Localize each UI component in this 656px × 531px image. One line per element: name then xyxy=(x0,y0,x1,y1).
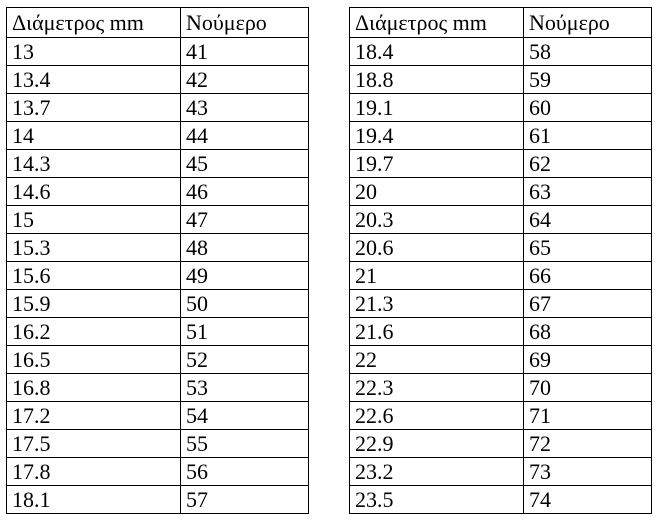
diameter-cell: 21.3 xyxy=(350,290,524,318)
table-row xyxy=(350,486,652,514)
diameter-cell: 13.7 xyxy=(7,94,181,122)
number-cell: 56 xyxy=(181,458,309,486)
number-cell: 63 xyxy=(524,178,652,206)
number-cell: 64 xyxy=(524,206,652,234)
table-row xyxy=(350,318,652,346)
table-row xyxy=(7,150,309,178)
diameter-cell: 17.5 xyxy=(7,430,181,458)
table-row xyxy=(7,38,309,66)
diameter-cell: 14 xyxy=(7,122,181,150)
table-row xyxy=(350,38,652,66)
number-cell: 58 xyxy=(524,38,652,66)
diameter-cell: 17.2 xyxy=(7,402,181,430)
header-diameter: Διάμετρος mm xyxy=(350,8,524,38)
table-row xyxy=(350,430,652,458)
diameter-cell: 18.1 xyxy=(7,486,181,514)
number-cell: 43 xyxy=(181,94,309,122)
header-number: Νούμερο xyxy=(524,8,652,38)
diameter-cell: 22 xyxy=(350,346,524,374)
table-row xyxy=(7,458,309,486)
number-cell: 66 xyxy=(524,262,652,290)
table-row xyxy=(7,94,309,122)
table-row xyxy=(350,346,652,374)
number-cell: 41 xyxy=(181,38,309,66)
diameter-cell: 16.5 xyxy=(7,346,181,374)
number-cell: 53 xyxy=(181,374,309,402)
number-cell: 51 xyxy=(181,318,309,346)
table-header-row xyxy=(7,8,309,38)
diameter-cell: 18.4 xyxy=(350,38,524,66)
number-cell: 62 xyxy=(524,150,652,178)
table-row xyxy=(7,346,309,374)
table-body xyxy=(350,38,652,514)
number-cell: 65 xyxy=(524,234,652,262)
table-row xyxy=(350,206,652,234)
diameter-cell: 19.1 xyxy=(350,94,524,122)
header-number: Νούμερο xyxy=(181,8,309,38)
diameter-cell: 15.3 xyxy=(7,234,181,262)
diameter-cell: 14.6 xyxy=(7,178,181,206)
number-cell: 70 xyxy=(524,374,652,402)
table-row xyxy=(350,290,652,318)
number-cell: 55 xyxy=(181,430,309,458)
number-cell: 73 xyxy=(524,458,652,486)
diameter-cell: 19.7 xyxy=(350,150,524,178)
number-cell: 57 xyxy=(181,486,309,514)
diameter-cell: 13.4 xyxy=(7,66,181,94)
table-row xyxy=(350,94,652,122)
number-cell: 72 xyxy=(524,430,652,458)
table-row xyxy=(7,206,309,234)
diameter-cell: 22.6 xyxy=(350,402,524,430)
diameter-cell: 14.3 xyxy=(7,150,181,178)
diameter-cell: 17.8 xyxy=(7,458,181,486)
table-row xyxy=(7,66,309,94)
diameter-cell: 21 xyxy=(350,262,524,290)
table-row xyxy=(350,122,652,150)
number-cell: 44 xyxy=(181,122,309,150)
table-row xyxy=(7,430,309,458)
number-cell: 54 xyxy=(181,402,309,430)
number-cell: 59 xyxy=(524,66,652,94)
number-cell: 46 xyxy=(181,178,309,206)
number-cell: 74 xyxy=(524,486,652,514)
size-table-right xyxy=(349,7,652,514)
number-cell: 42 xyxy=(181,66,309,94)
diameter-cell: 15.9 xyxy=(7,290,181,318)
diameter-cell: 20 xyxy=(350,178,524,206)
table-row xyxy=(7,318,309,346)
number-cell: 49 xyxy=(181,262,309,290)
table-row xyxy=(350,374,652,402)
diameter-cell: 20.6 xyxy=(350,234,524,262)
diameter-cell: 15 xyxy=(7,206,181,234)
table-row xyxy=(7,486,309,514)
diameter-cell: 22.9 xyxy=(350,430,524,458)
table-row xyxy=(350,234,652,262)
diameter-cell: 16.8 xyxy=(7,374,181,402)
table-row xyxy=(7,122,309,150)
header-diameter: Διάμετρος mm xyxy=(7,8,181,38)
number-cell: 47 xyxy=(181,206,309,234)
diameter-cell: 18.8 xyxy=(350,66,524,94)
number-cell: 45 xyxy=(181,150,309,178)
diameter-cell: 19.4 xyxy=(350,122,524,150)
table-row xyxy=(350,150,652,178)
table-header-row xyxy=(350,8,652,38)
diameter-cell: 23.2 xyxy=(350,458,524,486)
number-cell: 48 xyxy=(181,234,309,262)
number-cell: 71 xyxy=(524,402,652,430)
number-cell: 50 xyxy=(181,290,309,318)
table-row xyxy=(350,262,652,290)
table-row xyxy=(350,402,652,430)
number-cell: 69 xyxy=(524,346,652,374)
table-row xyxy=(350,178,652,206)
number-cell: 52 xyxy=(181,346,309,374)
diameter-cell: 22.3 xyxy=(350,374,524,402)
table-row xyxy=(7,374,309,402)
diameter-cell: 23.5 xyxy=(350,486,524,514)
number-cell: 67 xyxy=(524,290,652,318)
table-row xyxy=(7,178,309,206)
diameter-cell: 15.6 xyxy=(7,262,181,290)
table-row xyxy=(7,290,309,318)
size-table-left xyxy=(6,7,309,514)
diameter-cell: 16.2 xyxy=(7,318,181,346)
table-row xyxy=(350,66,652,94)
table-row xyxy=(350,458,652,486)
table-row xyxy=(7,402,309,430)
number-cell: 68 xyxy=(524,318,652,346)
table-body xyxy=(7,38,309,514)
number-cell: 60 xyxy=(524,94,652,122)
table-row xyxy=(7,234,309,262)
number-cell: 61 xyxy=(524,122,652,150)
table-row xyxy=(7,262,309,290)
diameter-cell: 20.3 xyxy=(350,206,524,234)
diameter-cell: 21.6 xyxy=(350,318,524,346)
diameter-cell: 13 xyxy=(7,38,181,66)
